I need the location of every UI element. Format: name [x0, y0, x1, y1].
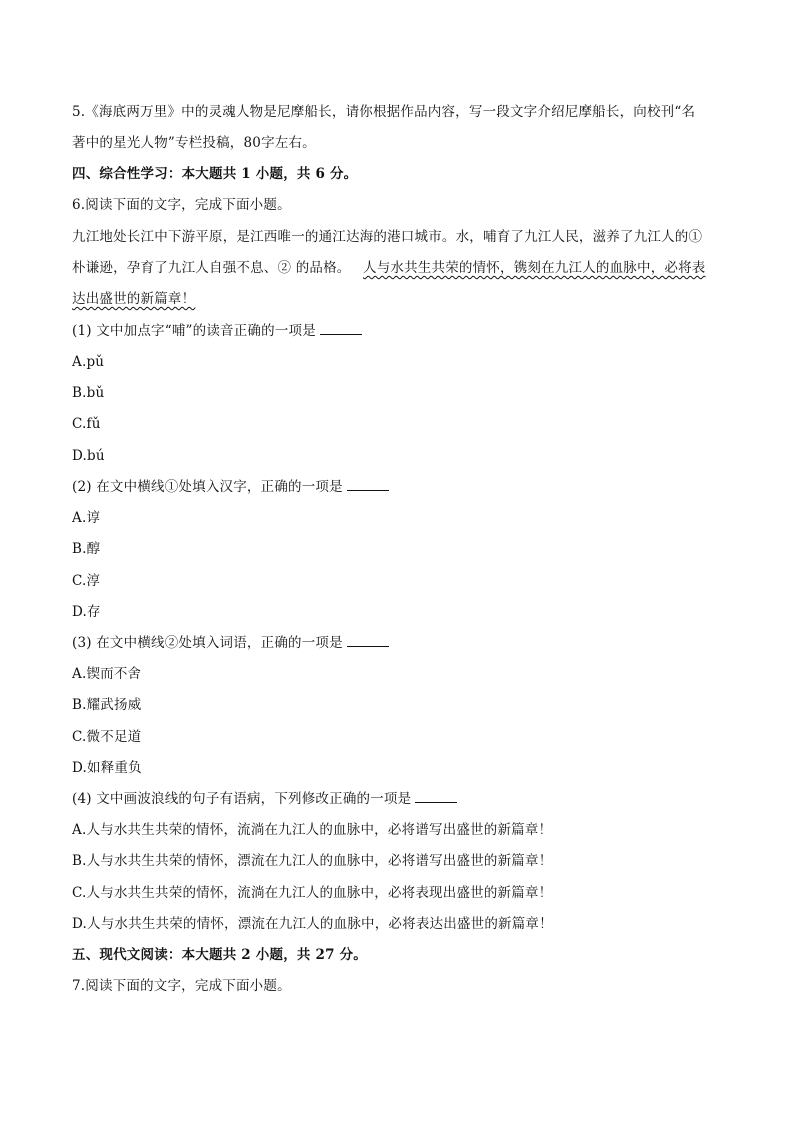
q6-sub2-option-b: B.醇 — [72, 541, 101, 557]
q6-sub2-option-d: D.存 — [72, 604, 101, 620]
q6-sub1-option-d: D.bú — [72, 448, 105, 464]
section-5-header: 五、现代文阅读：本大题共 2 小题，共 27 分。 — [72, 947, 367, 963]
q6-passage-plain: 朴谦逊，孕育了九江人自强不息、② 的品格。 — [72, 260, 351, 276]
q6-sub4-option-b: B.人与水共生共荣的情怀，漂流在九江人的血脉中，必将谱写出盛世的新篇章！ — [72, 853, 553, 869]
q6-sub1-stem-text: (1) 文中加点字“哺”的读音正确的一项是 — [72, 323, 316, 339]
q6-sub3-option-a: A.锲而不舍 — [72, 666, 142, 682]
q6-sub2-option-c: C.淳 — [72, 573, 101, 589]
q6-passage-line-1: 九江地处长江中下游平原，是江西唯一的通江达海的港口城市。水，哺育了九江人民，滋养了九江人的① — [72, 229, 703, 245]
q6-sub3-option-b: B.耀武扬威 — [72, 697, 142, 713]
q6-intro: 6.阅读下面的文字，完成下面小题。 — [72, 197, 291, 213]
answer-blank — [320, 322, 362, 335]
q6-sub2-stem-text: (2) 在文中横线①处填入汉字，正确的一项是 — [72, 479, 343, 495]
answer-blank — [347, 478, 389, 491]
q6-sub3-option-c: C.微不足道 — [72, 729, 142, 745]
q6-sub4-option-c: C.人与水共生共荣的情怀，流淌在九江人的血脉中，必将表现出盛世的新篇章！ — [72, 885, 553, 901]
q6-sub4-option-a: A.人与水共生共荣的情怀，流淌在九江人的血脉中，必将谱写出盛世的新篇章！ — [72, 822, 553, 838]
q6-sub4-option-d: D.人与水共生共荣的情怀，漂流在九江人的血脉中，必将表达出盛世的新篇章！ — [72, 916, 553, 932]
q6-sub4-stem-text: (4) 文中画波浪线的句子有语病，下列修改正确的一项是 — [72, 791, 412, 807]
section-4-header: 四、综合性学习：本大题共 1 小题，共 6 分。 — [72, 166, 358, 182]
answer-blank — [415, 790, 457, 803]
q6-sub1-stem — [72, 321, 362, 341]
q6-sub1-option-c: C.fǔ — [72, 416, 101, 432]
q6-sub3-stem — [72, 633, 389, 653]
q6-sub2-stem — [72, 477, 389, 497]
q6-passage-wavy-sentence-end: 达出盛世的新篇章！ — [72, 291, 196, 307]
q6-sub4-stem — [72, 789, 457, 809]
q6-sub1-option-b: B.bǔ — [72, 385, 105, 401]
q6-sub2-option-a: A.谆 — [72, 510, 101, 526]
answer-blank — [347, 634, 389, 647]
q6-passage-wavy-sentence: 人与水共生共荣的情怀，镌刻在九江人的血脉中，必将表 — [363, 260, 706, 276]
q6-passage-line-3 — [72, 289, 195, 309]
q6-sub3-option-d: D.如释重负 — [72, 760, 142, 776]
q7-intro: 7.阅读下面的文字，完成下面小题。 — [72, 978, 291, 994]
q6-sub1-option-a: A.pǔ — [72, 354, 105, 370]
q5-line-2: 著中的星光人物”专栏投稿，80字左右。 — [72, 135, 316, 151]
q6-passage-line-2 — [72, 258, 706, 278]
q6-sub3-stem-text: (3) 在文中横线②处填入词语，正确的一项是 — [72, 635, 343, 651]
q5-line-1: 5.《海底两万里》中的灵魂人物是尼摩船长，请你根据作品内容，写一段文字介绍尼摩船长，向校刊“名 — [72, 104, 696, 120]
